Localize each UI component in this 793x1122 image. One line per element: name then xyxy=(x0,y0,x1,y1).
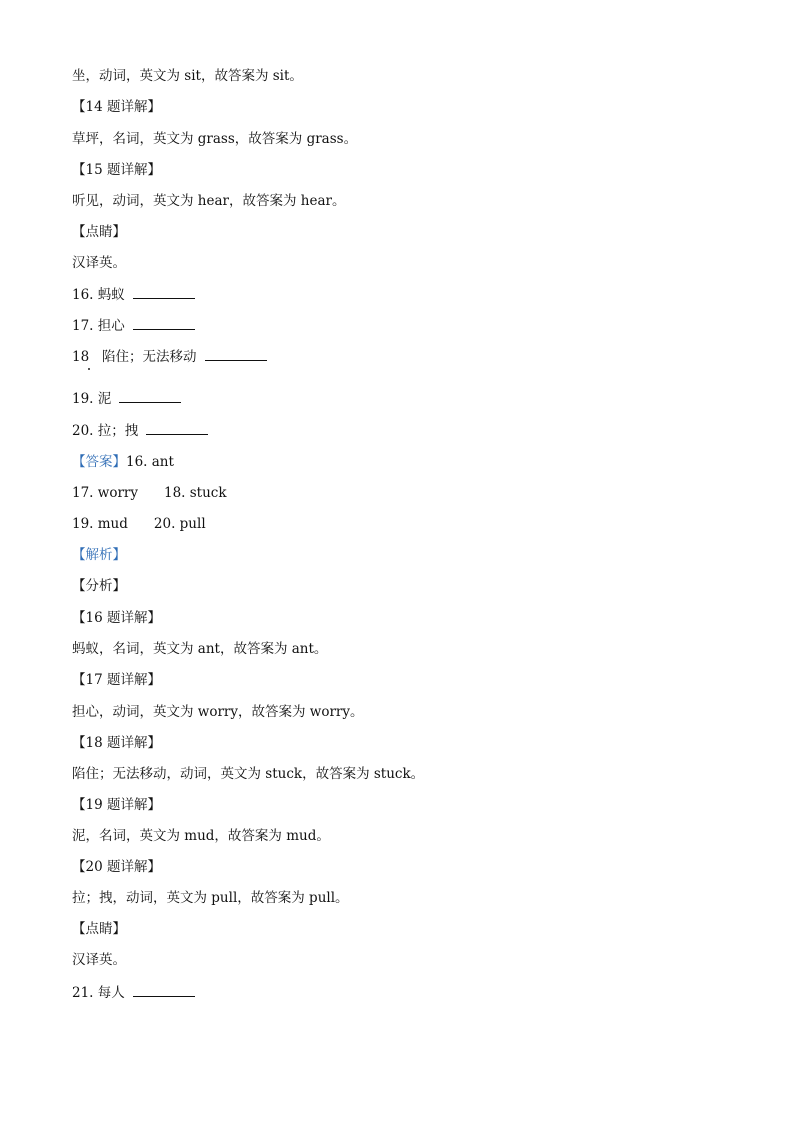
question-17-text: 17. 担心 xyxy=(72,318,125,334)
answer-row-1 xyxy=(72,452,174,472)
analysis-tag: 【解析】 xyxy=(72,547,126,563)
question-19-text: 19. 泥 xyxy=(72,391,112,407)
explanation-15: 听见，动词，英文为 hear，故答案为 hear。 xyxy=(72,193,346,209)
explanation-17: 担心，动词，英文为 worry，故答案为 worry。 xyxy=(72,704,364,720)
answer-blank xyxy=(133,316,195,330)
question-20-text: 20. 拉；拽 xyxy=(72,423,139,439)
stray-dot xyxy=(88,368,90,370)
note-text: 汉译英。 xyxy=(72,255,126,271)
question-17 xyxy=(72,316,195,336)
heading-17: 【17 题详解】 xyxy=(72,672,161,688)
answer-18: 18. stuck xyxy=(163,485,227,501)
explanation-18: 陷住；无法移动，动词，英文为 stuck，故答案为 stuck。 xyxy=(72,766,425,782)
question-18 xyxy=(72,347,267,367)
answer-blank xyxy=(146,421,208,435)
explanation-14: 草坪，名词，英文为 grass，故答案为 grass。 xyxy=(72,131,358,147)
heading-14: 【14 题详解】 xyxy=(72,99,161,115)
question-18-text: 18 陷住；无法移动 xyxy=(72,349,197,365)
answer-19: 19. mud xyxy=(72,516,128,532)
heading-16: 【16 题详解】 xyxy=(72,610,161,626)
heading-20: 【20 题详解】 xyxy=(72,859,161,875)
explanation-19: 泥，名词，英文为 mud，故答案为 mud。 xyxy=(72,828,330,844)
answer-20: 20. pull xyxy=(153,516,206,532)
answer-16: 16. ant xyxy=(126,454,174,470)
answer-blank xyxy=(119,389,181,403)
note-heading: 【点睛】 xyxy=(72,224,126,240)
answer-blank xyxy=(133,983,195,997)
heading-19: 【19 题详解】 xyxy=(72,797,161,813)
answer-row-3 xyxy=(72,514,206,534)
heading-15: 【15 题详解】 xyxy=(72,162,161,178)
answer-tag: 【答案】 xyxy=(72,454,126,470)
question-21-text: 21. 每人 xyxy=(72,985,125,1001)
explanation-13: 坐，动词，英文为 sit，故答案为 sit。 xyxy=(72,68,303,84)
question-16 xyxy=(72,285,195,305)
answer-17: 17. worry xyxy=(72,485,138,501)
answer-blank xyxy=(133,285,195,299)
question-16-text: 16. 蚂蚁 xyxy=(72,287,125,303)
note-text-2: 汉译英。 xyxy=(72,952,126,968)
note-heading-2: 【点睛】 xyxy=(72,921,126,937)
question-19 xyxy=(72,389,181,409)
heading-18: 【18 题详解】 xyxy=(72,735,161,751)
explanation-20: 拉；拽，动词，英文为 pull，故答案为 pull。 xyxy=(72,890,349,906)
answer-row-2 xyxy=(72,483,227,503)
question-20 xyxy=(72,421,208,441)
question-21 xyxy=(72,983,195,1003)
explanation-16: 蚂蚁，名词，英文为 ant，故答案为 ant。 xyxy=(72,641,328,657)
analysis-heading: 【分析】 xyxy=(72,578,126,594)
answer-blank xyxy=(205,347,267,361)
